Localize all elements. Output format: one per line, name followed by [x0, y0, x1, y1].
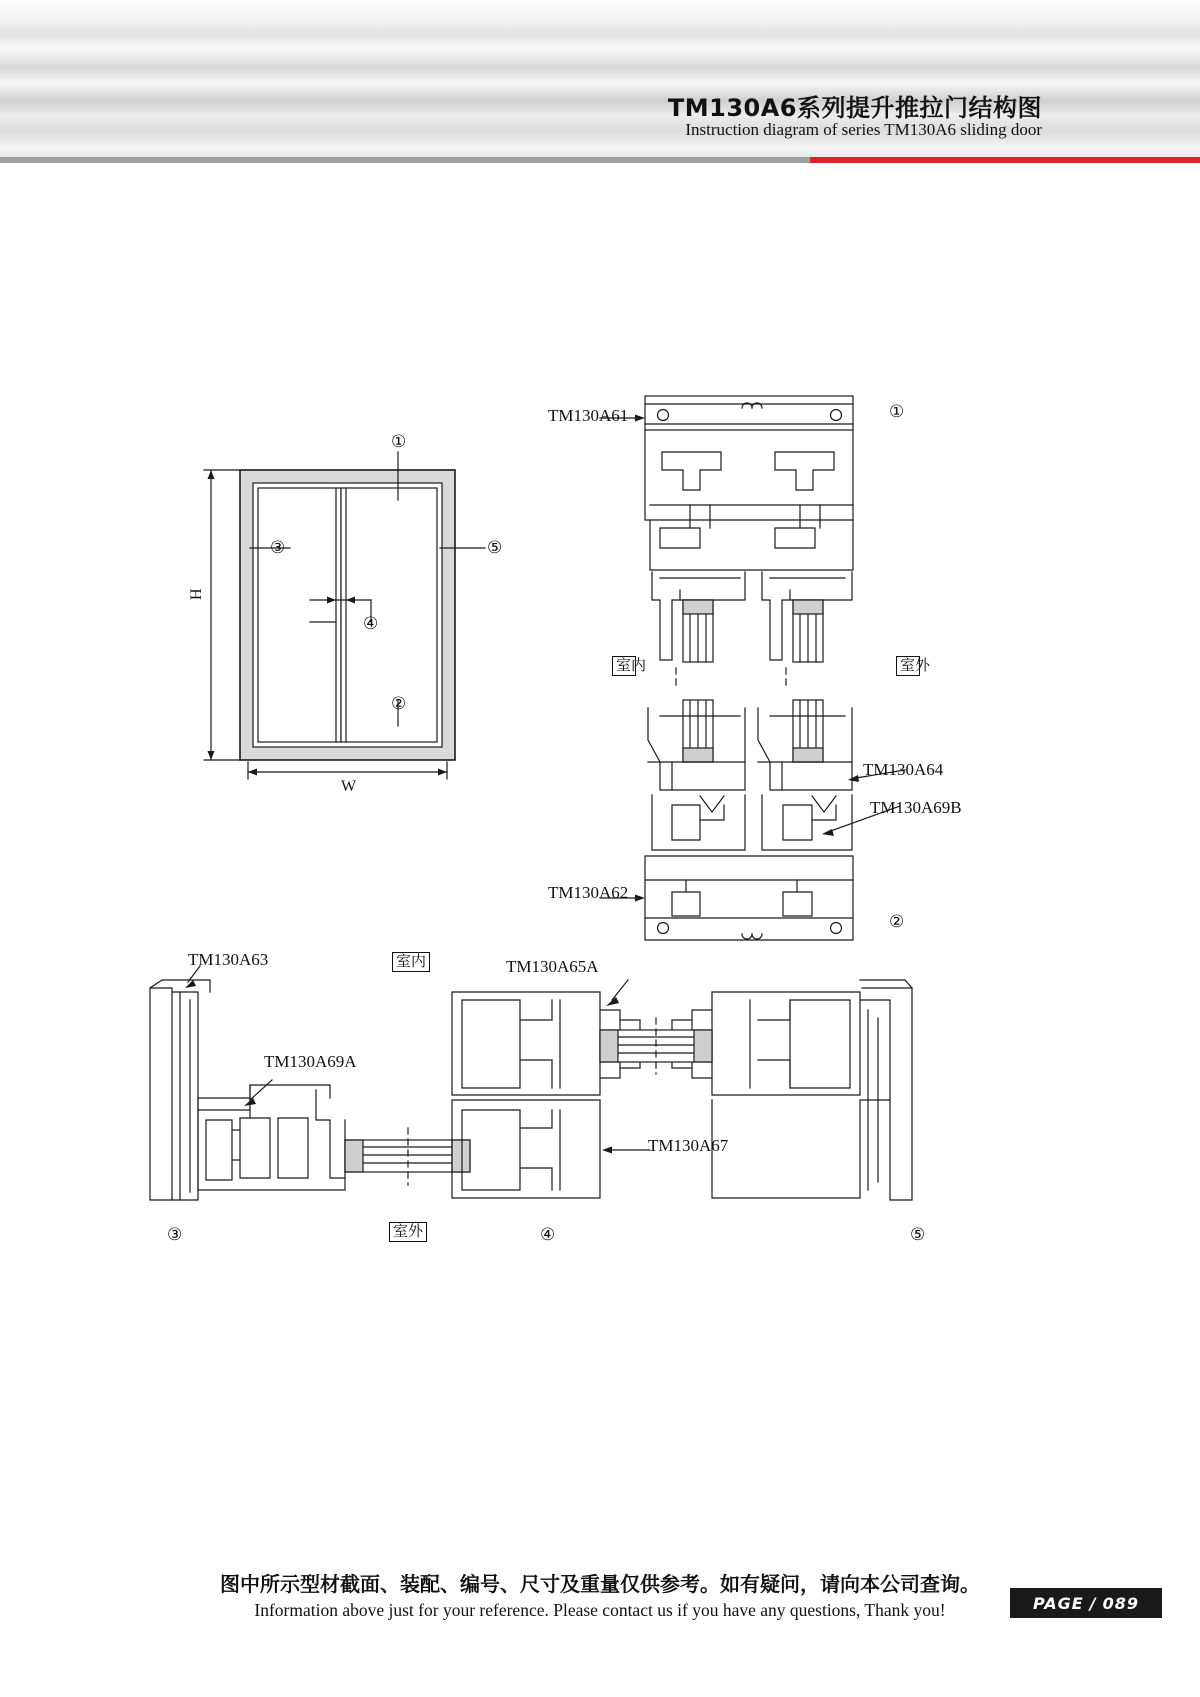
callout-3-elevation: ③	[270, 538, 286, 557]
part-label-tm130a67: TM130A67	[648, 1136, 729, 1155]
page-number: 089	[1102, 1593, 1139, 1613]
part-label-tm130a64: TM130A64	[863, 760, 944, 779]
page-number-badge	[1010, 1588, 1162, 1618]
section-4-meeting-stile	[452, 980, 912, 1200]
page-label: PAGE	[1033, 1593, 1084, 1613]
page-title-cn: TM130A6系列提升推拉门结构图	[667, 94, 1042, 122]
footer-note-cn: 图中所示型材截面、装配、编号、尺寸及重量仅供参考。如有疑问，请向本公司查询。	[220, 1572, 980, 1596]
section-3-number: ③	[167, 1225, 183, 1244]
section-3-left-jamb	[150, 966, 470, 1200]
callout-2-elevation: ②	[391, 694, 407, 713]
section-5-number: ⑤	[910, 1225, 926, 1244]
orientation-indoor-section1: 室内	[612, 656, 636, 676]
section-1-number: ①	[889, 402, 905, 421]
callout-5-elevation: ⑤	[487, 538, 503, 557]
page-separator: /	[1089, 1593, 1097, 1613]
part-label-tm130a69b: TM130A69B	[870, 798, 962, 817]
callout-1-elevation: ①	[391, 432, 407, 451]
section-2-number: ②	[889, 912, 905, 931]
door-elevation	[204, 452, 485, 779]
elevation-width-label: W	[341, 778, 357, 795]
section-2-sill	[600, 700, 905, 940]
part-label-tm130a63: TM130A63	[188, 950, 269, 969]
orientation-outdoor-section1: 室外	[896, 656, 920, 676]
orientation-indoor-lower: 室内	[392, 952, 430, 972]
footer-note-en: Information above just for your reference. Please contact us if you have any questions, Thank you!	[254, 1600, 946, 1620]
part-label-tm130a61: TM130A61	[548, 406, 629, 425]
page-title-en: Instruction diagram of series TM130A6 sliding door	[685, 120, 1042, 139]
callout-4-elevation: ④	[363, 614, 379, 633]
part-label-tm130a65a: TM130A65A	[506, 957, 599, 976]
section-1-head	[600, 396, 853, 690]
section-4-number: ④	[540, 1225, 556, 1244]
part-label-tm130a62: TM130A62	[548, 883, 629, 902]
elevation-height-label: H	[188, 588, 205, 600]
part-label-tm130a69a: TM130A69A	[264, 1052, 357, 1071]
orientation-outdoor-lower: 室外	[389, 1222, 427, 1242]
